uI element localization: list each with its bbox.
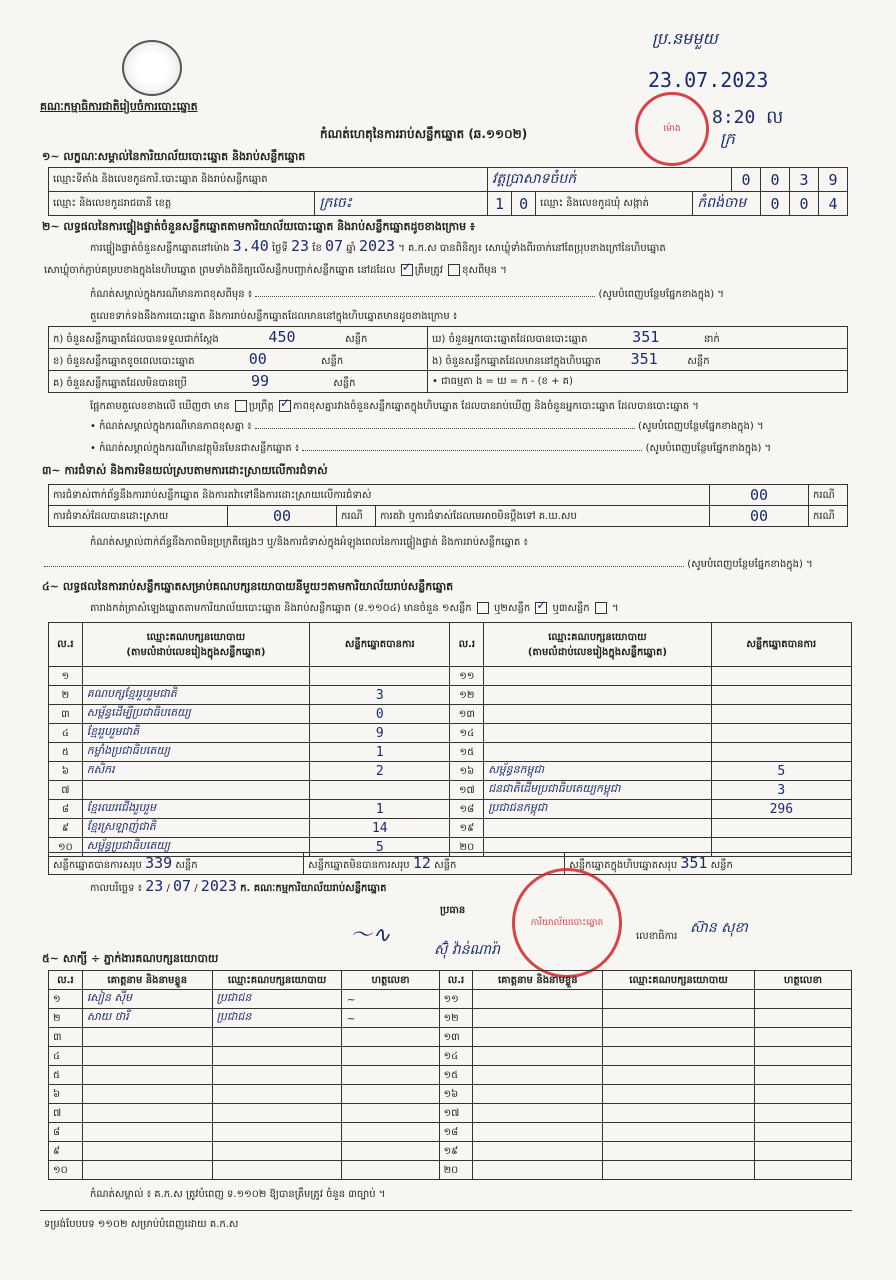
party-name xyxy=(82,667,309,686)
witness-signature xyxy=(342,1085,439,1104)
appeal-label: ការតវ៉ា ឬការជំទាស់ដែលមេអាចមិនប្តឹងទៅ គ.ឃ.សប xyxy=(376,506,710,527)
top-date: 23.07.2023 xyxy=(648,68,769,92)
witness-signature xyxy=(342,1104,439,1123)
party-no: ៣ xyxy=(49,705,83,724)
w-col-sign-right: ហត្ថលេខា xyxy=(754,971,851,990)
witness-no: ១៨ xyxy=(439,1123,473,1142)
witness-name xyxy=(82,1104,212,1123)
intact-checkbox[interactable] xyxy=(401,264,413,276)
party-no: ១ xyxy=(49,667,83,686)
w-col-name-right: គោត្តនាម និងនាមខ្លួន xyxy=(473,971,603,990)
col-party-right: ឈ្មោះគណបក្សនយោបាយ (តាមលំដាប់លេខរៀងក្នុងសន្លឹកឆ្នោត) xyxy=(484,623,711,667)
appeal-unit: ករណី xyxy=(809,506,848,527)
witness-no: ៦ xyxy=(49,1085,83,1104)
party-no: ១៦ xyxy=(450,762,484,781)
witness-no: ១៥ xyxy=(439,1066,473,1085)
section1-table xyxy=(48,167,848,216)
section3-note: កំណត់សម្គាល់ពាក់ព័ន្ធនឹងភាពមិនប្រក្រតីផ្សេងៗ ឬ/និងការជំទាស់ក្នុងអំឡុងពេលនៃការផ្ទៀងផ្ទាត់ និងការរាប់សន្លឹកឆ្នោត ៖ xyxy=(90,537,528,548)
sheet3-checkbox[interactable] xyxy=(595,602,607,614)
party-no: ១២ xyxy=(450,686,484,705)
section4-title: ៤~ លទ្ធផលនៃការរាប់សន្លឹកឆ្នោតសម្រាប់គណបក្សនយោបាយនីមួយៗតាមការិយាល័យរាប់សន្លឹកឆ្នោត xyxy=(42,580,454,593)
section2-title: ២~ លទ្ធផលនៃការផ្ទៀងផ្ទាត់ចំនួនសន្លឹកឆ្នោតតាមការិយាល័យបោះឆ្នោត និងរាប់សន្លឹកឆ្នោតដូចខាងក្រោម ៖ xyxy=(42,220,475,233)
party-votes xyxy=(310,667,450,686)
table-row xyxy=(49,1161,852,1180)
party-name xyxy=(484,705,711,724)
table-row xyxy=(49,1142,852,1161)
witness-party xyxy=(603,1085,755,1104)
party-votes: 5 xyxy=(711,762,851,781)
party-name xyxy=(484,686,711,705)
witness-no: ២ xyxy=(49,1009,83,1028)
table-row xyxy=(49,781,852,800)
receipt-stamp xyxy=(635,92,709,166)
objection-value: 00 xyxy=(710,485,809,506)
witness-no: ១០ xyxy=(49,1161,83,1180)
w-col-party-left: ឈ្មោះគណបក្សនយោបាយ xyxy=(212,971,342,990)
party-no: ២០ xyxy=(450,838,484,857)
party-no: ៨ xyxy=(49,800,83,819)
chair-signature: 〜∿ xyxy=(350,923,391,948)
witness-party xyxy=(212,1047,342,1066)
party-no: ១៣ xyxy=(450,705,484,724)
party-votes xyxy=(711,686,851,705)
sheet1-checkbox[interactable] xyxy=(477,602,489,614)
party-votes xyxy=(711,819,851,838)
appeal-value: 00 xyxy=(710,506,809,527)
witness-signature xyxy=(754,1009,851,1028)
party-name: ខ្មែររួបរួមជាតិ xyxy=(82,724,309,743)
count-formula: • ជាធម្មតា ង = ឃ = ក - (ខ + គ) xyxy=(428,371,848,393)
party-votes: 2 xyxy=(310,762,450,781)
count-d: ឃ) ចំនួនអ្នកបោះឆ្នោតដែលបានបោះឆ្នោត 351 នាក់ xyxy=(428,327,848,349)
witness-name xyxy=(473,1104,603,1123)
party-votes: 1 xyxy=(310,800,450,819)
party-votes: 9 xyxy=(310,724,450,743)
objection-unit: ករណី xyxy=(809,485,848,506)
witness-party xyxy=(603,1066,755,1085)
table-row xyxy=(49,1009,852,1028)
count-b: ខ) ចំនួនសន្លឹកឆ្នោតខូចពេលបោះឆ្នោត 00 សន្លឹក xyxy=(49,349,428,371)
bullet2-line: • កំណត់សម្គាល់ក្នុងករណីមានវត្ថុមិនមែនជាសន្លឹកឆ្នោត ៖ (សូមបំពេញបន្ថែមផ្នែកខាងក្នុង) ។ xyxy=(90,443,772,454)
party-name: សម្ព័ន្ធដើម្បីប្រជាធិបតេយ្យ xyxy=(82,705,309,724)
secretary-label: លេខាធិការ xyxy=(636,931,678,942)
top-time: 8:20 ល xyxy=(712,107,784,128)
party-no: ៥ xyxy=(49,743,83,762)
party-no: ១៩ xyxy=(450,819,484,838)
witness-no: ១២ xyxy=(439,1009,473,1028)
witness-signature xyxy=(342,1161,439,1180)
party-no: ៩ xyxy=(49,819,83,838)
witness-party xyxy=(603,1028,755,1047)
loc-code-1: 0 xyxy=(732,168,761,192)
count-table xyxy=(48,326,848,393)
witness-party xyxy=(603,990,755,1009)
witness-signature: ~ xyxy=(342,990,439,1009)
objection-label: ការជំទាស់ពាក់ព័ន្ធនឹងការរាប់សន្លឹកឆ្នោត និងការតវ៉ាទៅនឹងការដោះស្រាយលើការជំទាស់ xyxy=(49,485,710,506)
loc-value: វត្តប្រាសាទចំបក់ xyxy=(488,168,732,192)
witness-signature xyxy=(342,1123,439,1142)
table-row xyxy=(49,1104,852,1123)
party-name xyxy=(82,781,309,800)
total-invalid: សន្លឹកឆ្នោតមិនបានការសរុប 12 សន្លឹក xyxy=(304,853,565,875)
witness-name xyxy=(473,1066,603,1085)
resolved-unit: ករណី xyxy=(337,506,376,527)
witness-party: ប្រជាជន xyxy=(212,990,342,1009)
witness-signature xyxy=(342,1142,439,1161)
witness-name xyxy=(82,1028,212,1047)
witness-signature xyxy=(754,1104,851,1123)
witness-signature xyxy=(342,1066,439,1085)
secretary-signature: ស៊ាន សុខា xyxy=(690,920,748,936)
witness-no: ៣ xyxy=(49,1028,83,1047)
commune-label: ឈ្មោះ និងលេខកូដឃុំ សង្កាត់ xyxy=(536,192,693,216)
witness-no: ៨ xyxy=(49,1123,83,1142)
changed-checkbox[interactable] xyxy=(448,264,460,276)
col-no-right: ល.រ xyxy=(450,623,484,667)
commune-code-1: 0 xyxy=(761,192,790,216)
table-row xyxy=(49,1085,852,1104)
party-name: សម្ព័ន្ធនកម្ពុជា xyxy=(484,762,711,781)
table-row xyxy=(49,1066,852,1085)
compare-yes-checkbox[interactable] xyxy=(235,400,247,412)
party-no: ១១ xyxy=(450,667,484,686)
party-votes xyxy=(711,743,851,762)
section2-note: កំណត់សម្គាល់ក្នុងករណីមានភាពខុសពីមុន ៖ (សូមបំពេញបន្ថែមផ្នែកខាងក្នុង) ។ xyxy=(90,289,724,300)
count-a: ក) ចំនួនសន្លឹកឆ្នោតដែលបានទទួលជាក់ស្តែង 450 សន្លឹក xyxy=(49,327,428,349)
table-row xyxy=(49,1047,852,1066)
section3-title: ៣~ ការជំទាស់ និងការមិនយល់ស្របតាមការដោះស្រាយលើការជំទាស់ xyxy=(42,464,328,477)
witness-party xyxy=(603,1009,755,1028)
office-stamp-text: ការិយាល័យបោះឆ្នោត xyxy=(530,917,604,928)
party-name: ខ្មែរឈរជើងរួបរួម xyxy=(82,800,309,819)
witness-no: ១៩ xyxy=(439,1142,473,1161)
table-row xyxy=(49,990,852,1009)
table-row xyxy=(49,743,852,762)
witness-signature xyxy=(342,1028,439,1047)
witness-party xyxy=(212,1028,342,1047)
w-col-party-right: ឈ្មោះគណបក្សនយោបាយ xyxy=(603,971,755,990)
commune-value: កំពង់ចាម xyxy=(693,192,761,216)
sheet2-checkbox[interactable] xyxy=(535,602,547,614)
witness-party xyxy=(212,1085,342,1104)
loc-code-2: 0 xyxy=(761,168,790,192)
total-valid: សន្លឹកឆ្នោតបានការសរុប 339 សន្លឹក xyxy=(49,853,304,875)
section2-para1: ការផ្ទៀងផ្ទាត់ចំនួនសន្លឹកឆ្នោតនៅម៉ោង 3.40 ថ្ងៃទី 23 ខែ 07 ឆ្នាំ 2023 ។ គ.ក.ស បានពិនិត្យ៖ សោឃ្លុំទាំងពីរចាក់នៅតែប្រុបខាងក្រៅនៃហិបឆ្នោត xyxy=(90,237,666,255)
witness-no: ៧ xyxy=(49,1104,83,1123)
table-row xyxy=(49,800,852,819)
party-votes: 1 xyxy=(310,743,450,762)
party-no: ១០ xyxy=(49,838,83,857)
party-votes: 5 xyxy=(310,838,450,857)
party-name: ប្រជាជនកម្ពុជា xyxy=(484,800,711,819)
party-votes: 0 xyxy=(310,705,450,724)
witness-name xyxy=(473,1085,603,1104)
party-votes xyxy=(711,724,851,743)
top-note: ប្រ.នមមួយ xyxy=(652,29,718,48)
totals-table xyxy=(48,852,852,875)
chair-name: ស៊ុំ វ៉ាន់ណារ៉ា xyxy=(434,942,500,958)
objection-table xyxy=(48,484,848,527)
witness-signature: ~ xyxy=(342,1009,439,1028)
witness-name xyxy=(473,1161,603,1180)
witness-no: ១៧ xyxy=(439,1104,473,1123)
witness-name xyxy=(473,1047,603,1066)
section3-note-line: (សូមបំពេញបន្ថែមផ្នែកខាងក្នុង) ។ xyxy=(44,558,864,571)
party-votes: 14 xyxy=(310,819,450,838)
party-votes: 3 xyxy=(711,781,851,800)
witness-signature xyxy=(754,1142,851,1161)
party-votes: 296 xyxy=(711,800,851,819)
table-row xyxy=(49,686,852,705)
nec-title: គណៈកម្មាធិការជាតិរៀបចំការបោះឆ្នោត xyxy=(40,100,198,113)
witness-no: ៤ xyxy=(49,1047,83,1066)
party-name: គណបក្សខ្មែររួបរួមជាតិ xyxy=(82,686,309,705)
table-row xyxy=(49,1028,852,1047)
results-table xyxy=(48,622,852,857)
witness-no: ១៤ xyxy=(439,1047,473,1066)
compare-no-checkbox[interactable] xyxy=(279,400,291,412)
loc-label: ឈ្មោះទីតាំង និងលេខកូដការិ.បោះឆ្នោត និងរាប់សន្លឹកឆ្នោត xyxy=(49,168,488,192)
party-name xyxy=(484,724,711,743)
party-no: ៤ xyxy=(49,724,83,743)
witness-party xyxy=(212,1142,342,1161)
witness-party xyxy=(603,1123,755,1142)
table-row xyxy=(49,819,852,838)
nec-emblem xyxy=(122,40,182,96)
table-row xyxy=(49,705,852,724)
witness-no: ២០ xyxy=(439,1161,473,1180)
w-col-sign-left: ហត្ថលេខា xyxy=(342,971,439,990)
table-row xyxy=(49,724,852,743)
witness-party xyxy=(212,1161,342,1180)
office-stamp xyxy=(512,868,622,978)
party-no: ១៤ xyxy=(450,724,484,743)
party-votes xyxy=(711,705,851,724)
party-votes xyxy=(310,781,450,800)
province-code-1: 1 xyxy=(488,192,512,216)
witness-name xyxy=(473,990,603,1009)
province-value: ក្រចេះ xyxy=(315,192,488,216)
witness-name xyxy=(473,1123,603,1142)
party-name xyxy=(484,743,711,762)
table-row xyxy=(49,762,852,781)
witness-name xyxy=(473,1028,603,1047)
witness-party: ប្រជាជន xyxy=(212,1009,342,1028)
party-no: ៦ xyxy=(49,762,83,781)
party-name: សម្ព័ន្ធប្រជាធិបតេយ្យ xyxy=(82,838,309,857)
witness-name: សាយ ថារី xyxy=(82,1009,212,1028)
party-no: ១៧ xyxy=(450,781,484,800)
section5-title: ៥~ សាក្សី ÷ ភ្នាក់ងារគណបក្សនយោបាយ xyxy=(42,952,219,965)
total-box: សន្លឹកឆ្នោតក្នុងហិបឆ្នោតសរុប 351 សន្លឹក xyxy=(565,853,852,875)
witness-signature xyxy=(754,1161,851,1180)
witness-signature xyxy=(754,990,851,1009)
bottom-note: ទម្រង់បែបបទ ១១០២ សម្រាប់បំពេញដោយ គ.ក.ស xyxy=(44,1219,239,1230)
witness-party xyxy=(212,1104,342,1123)
witness-name xyxy=(82,1161,212,1180)
col-no-left: ល.រ xyxy=(49,623,83,667)
witness-signature xyxy=(754,1028,851,1047)
top-sig: ក្រ xyxy=(720,129,735,148)
commune-code-2: 0 xyxy=(790,192,819,216)
witness-name: សៀន ស៊ីម xyxy=(82,990,212,1009)
witness-no: ៥ xyxy=(49,1066,83,1085)
party-votes xyxy=(711,667,851,686)
witness-party xyxy=(603,1142,755,1161)
witness-signature xyxy=(342,1047,439,1066)
witness-no: ១៣ xyxy=(439,1028,473,1047)
witness-signature xyxy=(754,1066,851,1085)
party-no: ៧ xyxy=(49,781,83,800)
province-code-2: 0 xyxy=(512,192,536,216)
resolved-value: 00 xyxy=(228,506,337,527)
party-name xyxy=(484,819,711,838)
party-name xyxy=(484,667,711,686)
w-col-no-left: ល.រ xyxy=(49,971,83,990)
witness-party xyxy=(603,1104,755,1123)
col-votes-left: សន្លឹកឆ្នោតបានការ xyxy=(310,623,450,667)
witness-name xyxy=(82,1066,212,1085)
count-c: គ) ចំនួនសន្លឹកឆ្នោតដែលមិនបានប្រើ 99 សន្លឹក xyxy=(49,371,428,393)
witness-name xyxy=(82,1047,212,1066)
col-party-left: ឈ្មោះគណបក្សនយោបាយ (តាមលំដាប់លេខរៀងក្នុងសន្លឹកឆ្នោត) xyxy=(82,623,309,667)
col-votes-right: សន្លឹកឆ្នោតបានការ xyxy=(711,623,851,667)
section2-para2: សោឃ្លុំចាក់ភ្ជាប់គម្របខាងក្នុងនៃហិបឆ្នោត ព្រមទាំងពិនិត្យលើសន្លឹកបញ្ជាក់សន្លឹកឆ្នោត នៅដដែល ✓ ត្រឹមត្រូវ ខុសពីមុន ។ xyxy=(44,264,864,277)
witness-name xyxy=(473,1009,603,1028)
party-name: ខ្មែរស្រឡាញ់ជាតិ xyxy=(82,819,309,838)
party-votes: 3 xyxy=(310,686,450,705)
w-col-no-right: ល.រ xyxy=(439,971,473,990)
compare-line: ផ្អែកតាមតួលេខខាងលើ ឃើញថា មាន ប្រព្រឹត្ត ✓ ភាពខុសគ្នារវាងចំនួនសន្លឹកឆ្នោតក្នុងហិបឆ្នោត ដែលបានរាប់ឃើញ និងចំនួនអ្នកបោះឆ្នោត ដែលបានបោះឆ្នោត ។ xyxy=(90,400,860,413)
party-name: ជនជាតិដើមប្រជាធិបតេយ្យកម្ពុជា xyxy=(484,781,711,800)
witness-no: ១១ xyxy=(439,990,473,1009)
receipt-stamp-label: ម៉ោង xyxy=(663,123,681,134)
table-row xyxy=(49,667,852,686)
witness-name xyxy=(82,1142,212,1161)
section4-intro: តារាងកត់ត្រាសំឡេងឆ្នោតតាមការិយាល័យបោះឆ្នោត និងរាប់សន្លឹកឆ្នោត (ទ.១១០៤) មានចំនួន ១សន្លឹក ឬ២សន្លឹក ✓ ឬ៣សន្លឹក ។ xyxy=(90,602,860,615)
loc-code-4: 9 xyxy=(819,168,848,192)
party-no: ១៥ xyxy=(450,743,484,762)
party-name: កម្លាំងប្រជាធិបតេយ្យ xyxy=(82,743,309,762)
form-title: កំណត់ហេតុនៃការរាប់សន្លឹកឆ្នោត (ឆ.១១០២) xyxy=(320,127,528,141)
w-col-name-left: គោត្តនាម និងនាមខ្លួន xyxy=(82,971,212,990)
witness-name xyxy=(82,1123,212,1142)
witness-party xyxy=(212,1123,342,1142)
count-intro: តួលេខទាក់ទងនឹងការបោះឆ្នោត និងការរាប់សន្លឹកឆ្នោតដែលមាននៅក្នុងហិបឆ្នោតមានដូចខាងក្រោម ៖ xyxy=(90,311,458,322)
party-no: ១៨ xyxy=(450,800,484,819)
witness-signature xyxy=(754,1123,851,1142)
commune-code-3: 4 xyxy=(819,192,848,216)
witness-name xyxy=(82,1085,212,1104)
province-label: ឈ្មោះ និងលេខកូដរាជធានី ខេត្ត xyxy=(49,192,315,216)
witness-no: ៩ xyxy=(49,1142,83,1161)
bottom-rule xyxy=(40,1210,852,1211)
witness-signature xyxy=(754,1047,851,1066)
footnote: កំណត់សម្គាល់ ៖ គ.ក.ស ត្រូវបំពេញ ទ.១១០២ ឱ្យបានត្រឹមត្រូវ ចំនួន ៣ច្បាប់ ។ xyxy=(90,1189,386,1200)
loc-code-3: 3 xyxy=(790,168,819,192)
witness-party xyxy=(603,1047,755,1066)
witness-party xyxy=(212,1066,342,1085)
party-no: ២ xyxy=(49,686,83,705)
bullet1-line: • កំណត់សម្គាល់ក្នុងករណីមានភាពខុសគ្នា ៖ (សូមបំពេញបន្ថែមផ្នែកខាងក្នុង) ។ xyxy=(90,421,764,432)
count-e: ង) ចំនួនសន្លឹកឆ្នោតដែលមាននៅក្នុងហិបឆ្នោត 351 សន្លឹក xyxy=(428,349,848,371)
witness-table xyxy=(48,970,852,1180)
date-line: កាលបរិច្ឆេទ ៖ 23 / 07 / 2023 ក. គណៈកម្មការិយាល័យរាប់សន្លឹកឆ្នោត xyxy=(90,877,387,895)
chair-label: ប្រធាន xyxy=(440,905,466,916)
witness-no: ១ xyxy=(49,990,83,1009)
table-row xyxy=(49,1123,852,1142)
party-name: កសិករ xyxy=(82,762,309,781)
witness-no: ១៦ xyxy=(439,1085,473,1104)
witness-signature xyxy=(754,1085,851,1104)
witness-name xyxy=(473,1142,603,1161)
section1-title: ១~ លក្ខណៈសម្គាល់នៃការិយាល័យបោះឆ្នោត និងរាប់សន្លឹកឆ្នោត xyxy=(42,150,306,163)
resolved-label: ការជំទាស់ដែលបានដោះស្រាយ xyxy=(49,506,228,527)
witness-party xyxy=(603,1161,755,1180)
